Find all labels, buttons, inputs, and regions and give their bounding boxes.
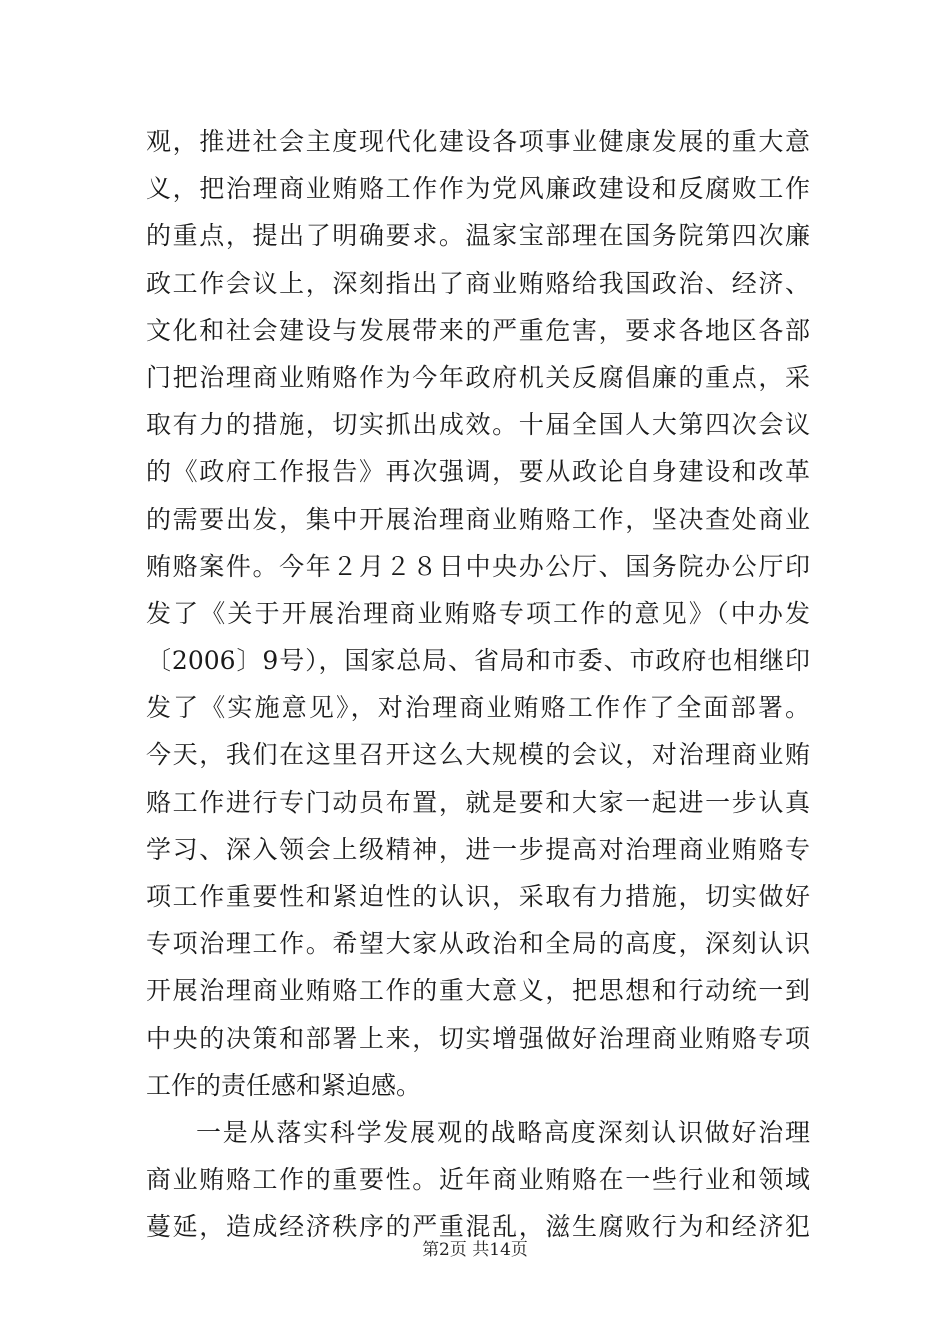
text-line: 贿赂案件。今年２月２８日中央办公厅、国务院办公厅印 <box>146 551 810 581</box>
text-line: 发了《关于开展治理商业贿赂专项工作的意见》（中办发 <box>146 598 810 628</box>
page-number: 第2页 共14页 <box>422 1240 528 1260</box>
body-text <box>146 118 810 1251</box>
text-line: 的需要出发，集中开展治理商业贿赂工作，坚决查处商业 <box>146 504 810 534</box>
text-line: 学习、深入领会上级精神，进一步提高对治理商业贿赂专 <box>146 834 810 864</box>
text-line: 今天，我们在这里召开这么大规模的会议，对治理商业贿 <box>146 740 810 770</box>
paragraph-start-line: 一是从落实科学发展观的战略高度深刻认识做好治理 <box>196 1117 810 1147</box>
text-line: 取有力的措施，切实抓出成效。十届全国人大第四次会议 <box>146 410 810 440</box>
text-line: 义，把治理商业贿赂工作作为党风廉政建设和反腐败工作 <box>146 174 810 204</box>
text-line: 的重点，提出了明确要求。温家宝部理在国务院第四次廉 <box>146 221 810 251</box>
text-line: 发了《实施意见》，对治理商业贿赂工作作了全面部署。 <box>146 693 810 723</box>
text-line: 门把治理商业贿赂作为今年政府机关反腐倡廉的重点，采 <box>146 362 810 392</box>
page-footer <box>0 1238 950 1262</box>
text-line: 赂工作进行专门动员布置，就是要和大家一起进一步认真 <box>146 787 810 817</box>
text-line: 项工作重要性和紧迫性的认识，采取有力措施，切实做好 <box>146 882 810 911</box>
paragraph-end-line: 工作的责任感和紧迫感。 <box>146 1070 422 1100</box>
text-line: 蔓延，造成经济秩序的严重混乱，滋生腐败行为和经济犯 <box>146 1212 810 1242</box>
text-line: 中央的决策和部署上来，切实增强做好治理商业贿赂专项 <box>146 1023 810 1053</box>
text-line: 商业贿赂工作的重要性。近年商业贿赂在一些行业和领域 <box>146 1165 810 1195</box>
text-line: 文化和社会建设与发展带来的严重危害，要求各地区各部 <box>146 315 810 345</box>
text-line: 专项治理工作。希望大家从政治和全局的高度，深刻认识 <box>146 929 810 959</box>
text-line: 的《政府工作报告》再次强调，要从政论自身建设和改革 <box>146 457 810 487</box>
text-line: 政工作会议上，深刻指出了商业贿赂给我国政治、经济、 <box>146 268 810 298</box>
text-line: 开展治理商业贿赂工作的重大意义，把思想和行动统一到 <box>146 976 810 1006</box>
text-line: 〔2006〕9号），国家总局、省局和市委、市政府也相继印 <box>146 646 810 676</box>
text-line: 观，推进社会主度现代化建设各项事业健康发展的重大意 <box>146 127 810 156</box>
